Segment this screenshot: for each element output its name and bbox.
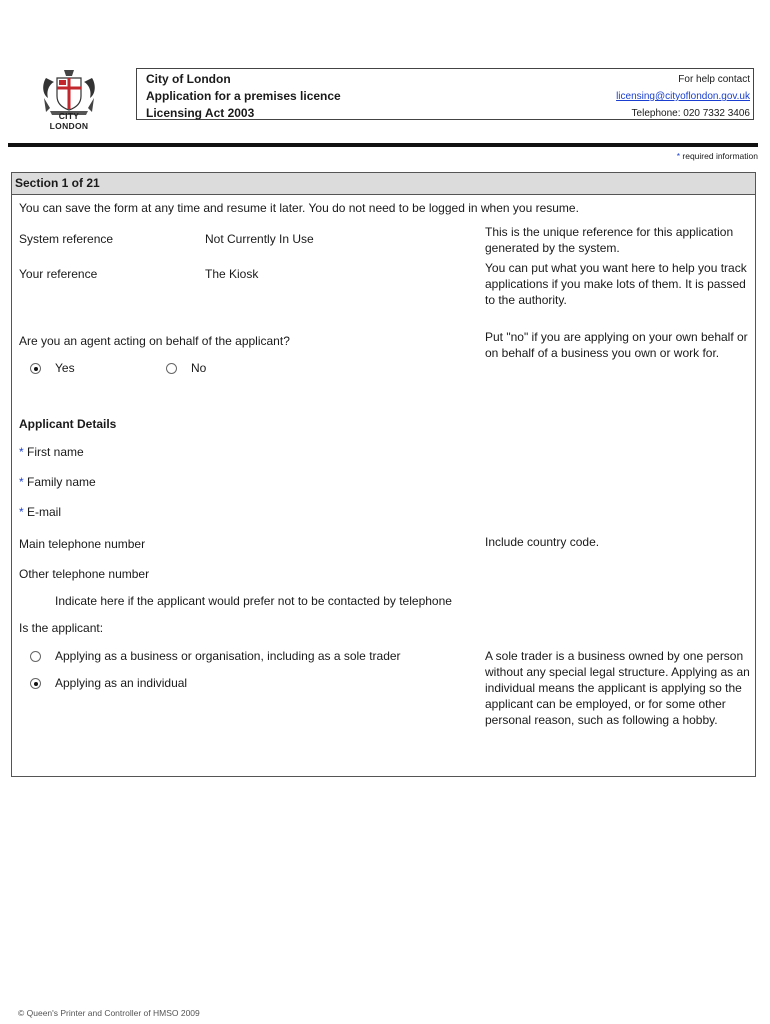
applicant-details-heading: Applicant Details — [19, 417, 117, 431]
system-reference-hint: This is the unique reference for this application generated by the system. — [485, 225, 734, 255]
required-star: * — [19, 445, 24, 459]
contact-telephone: Telephone: 020 7332 3406 — [631, 108, 750, 119]
first-name-label[interactable]: * First name — [19, 445, 84, 459]
your-reference-hint: You can put what you want here to help you track applications if you make lots of them. It is passed to the authority. — [485, 261, 747, 307]
section-header — [12, 173, 755, 195]
applicant-type-question: Is the applicant: — [19, 621, 104, 635]
main-telephone-label[interactable]: Main telephone number — [19, 537, 146, 551]
required-note-text: required information — [682, 151, 758, 161]
contact-email-link[interactable]: licensing@cityoflondon.gov.uk — [616, 91, 750, 102]
required-star: * — [19, 475, 24, 489]
required-star: * — [676, 151, 681, 161]
applicant-type-hint: A sole trader is a business owned by one person without any special legal structure. Applying as an individual means the applicant is applying so the applicant can be employed, or for some other personal reason, such as following a hobby. — [485, 649, 750, 727]
header-form-title: Application for a premises licence — [146, 89, 341, 103]
header-box — [136, 68, 754, 120]
agent-hint: Put "no" if you are applying on your own behalf or on behalf of a business you own or work for. — [485, 330, 748, 360]
agent-no-label[interactable]: No — [191, 361, 207, 375]
agent-no-radio[interactable] — [166, 363, 177, 374]
your-reference-label: Your reference — [19, 267, 98, 281]
required-information-note — [677, 151, 758, 161]
email-label[interactable]: * E-mail — [19, 505, 62, 519]
section-panel — [11, 172, 756, 777]
applicant-business-radio[interactable] — [30, 651, 41, 662]
header-organisation: City of London — [146, 72, 231, 86]
applicant-business-label[interactable]: Applying as a business or organisation, including as a sole trader — [55, 649, 401, 663]
header-act: Licensing Act 2003 — [146, 106, 255, 120]
applicant-individual-label[interactable]: Applying as an individual — [55, 676, 188, 690]
section-intro: You can save the form at any time and resume it later. You do not need to be logged in when you resume. — [19, 201, 579, 215]
required-star: * — [19, 505, 24, 519]
other-telephone-label[interactable]: Other telephone number — [19, 567, 150, 581]
logo-text-london: LONDON — [49, 121, 89, 131]
main-telephone-hint: Include country code. — [485, 535, 600, 549]
no-telephone-contact-option[interactable]: Indicate here if the applicant would prefer not to be contacted by telephone — [55, 594, 452, 608]
copyright-footer: © Queen's Printer and Controller of HMSO 2009 — [18, 1008, 200, 1018]
agent-yes-label[interactable]: Yes — [55, 361, 75, 375]
your-reference-field[interactable]: The Kiosk — [205, 267, 259, 281]
family-name-label[interactable]: * Family name — [19, 475, 96, 489]
help-contact-label: For help contact — [678, 74, 750, 85]
header-titles — [146, 71, 341, 122]
header-contact — [616, 71, 750, 122]
header-divider — [8, 143, 758, 147]
section-title: Section 1 of 21 — [15, 176, 100, 190]
system-reference-value: Not Currently In Use — [205, 232, 314, 246]
agent-yes-radio[interactable] — [30, 363, 41, 374]
agent-question: Are you an agent acting on behalf of the applicant? — [19, 334, 290, 348]
logo-text-city: CITY — [58, 111, 80, 121]
applicant-individual-radio[interactable] — [30, 678, 41, 689]
system-reference-label: System reference — [19, 232, 114, 246]
